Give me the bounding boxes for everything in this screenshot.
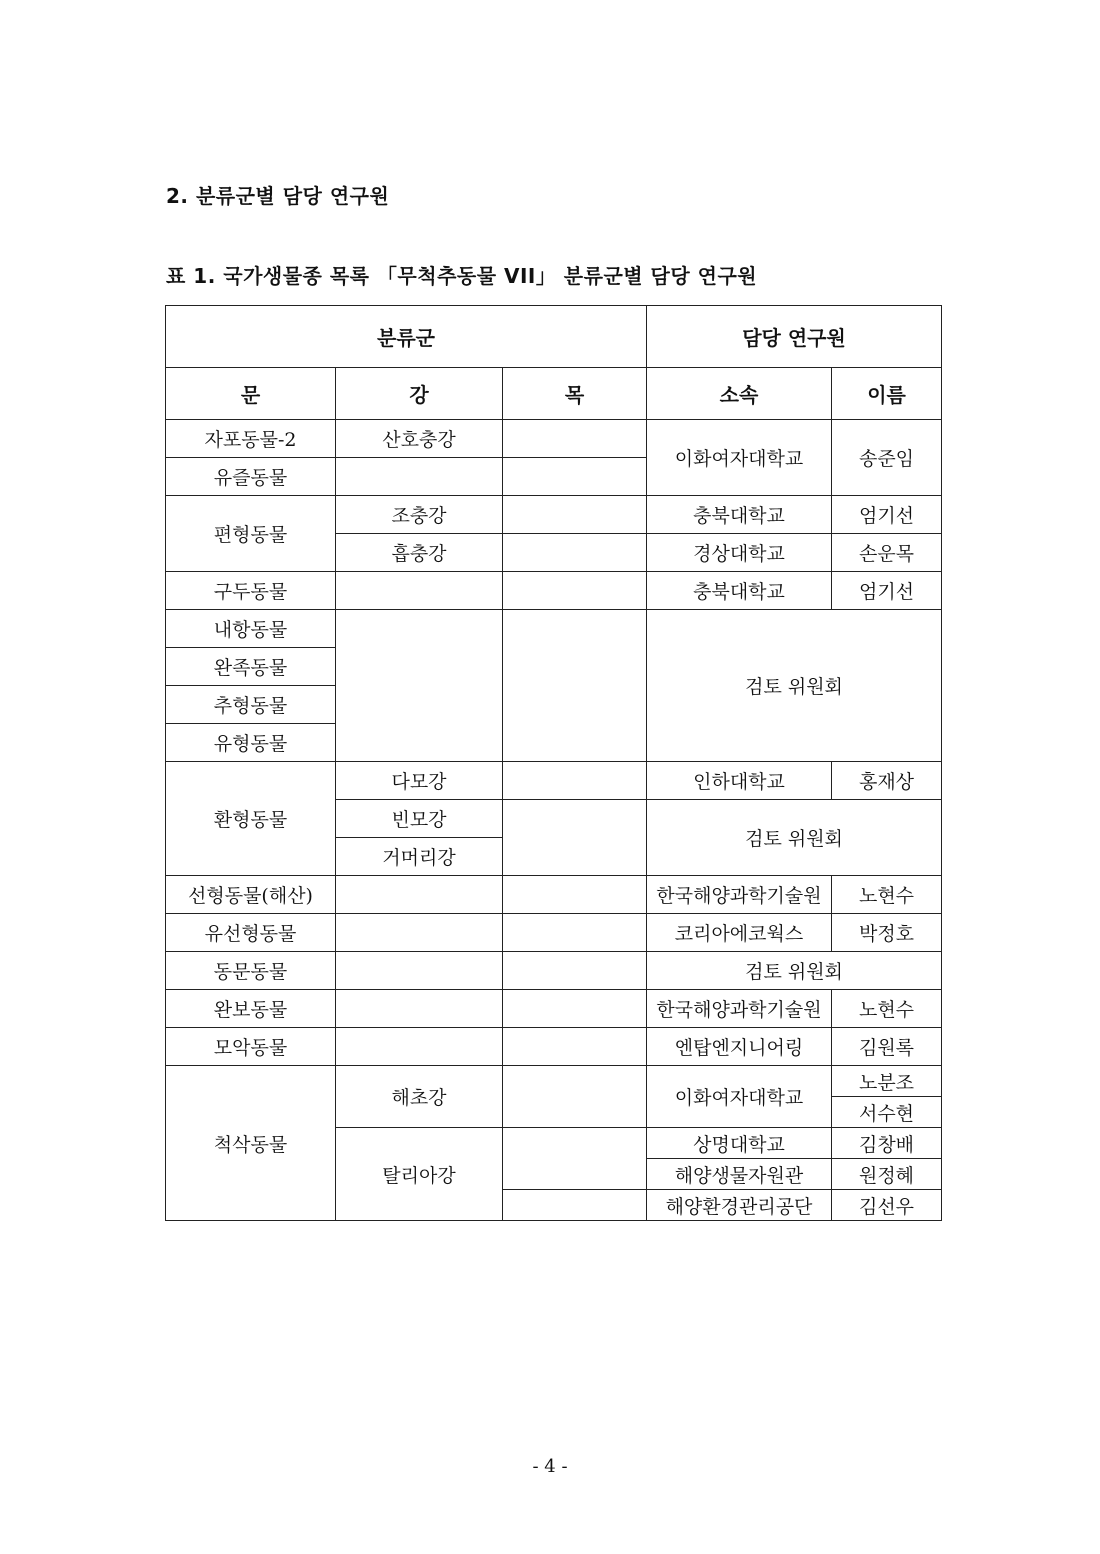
- cell-review-committee: 검토 위원회: [647, 952, 942, 990]
- cell-name: 엄기선: [832, 496, 942, 534]
- table-row: [166, 990, 942, 1028]
- cell-phylum: 추형동물: [166, 686, 336, 724]
- cell-affiliation: 충북대학교: [647, 572, 832, 610]
- header-class: 강: [336, 368, 503, 420]
- header-phylum: 문: [166, 368, 336, 420]
- cell-order: [503, 458, 647, 496]
- cell-phylum: 완보동물: [166, 990, 336, 1028]
- cell-affiliation: 이화여자대학교: [647, 1066, 832, 1128]
- table-column-header-row: [166, 368, 942, 420]
- table-row: [166, 420, 942, 458]
- cell-name: 홍재상: [832, 762, 942, 800]
- cell-order: [503, 420, 647, 458]
- page-number: - 4 -: [532, 1456, 568, 1477]
- cell-affiliation: 상명대학교: [647, 1128, 832, 1159]
- cell-affiliation: 경상대학교: [647, 534, 832, 572]
- cell-class: 거머리강: [336, 838, 503, 876]
- cell-affiliation: 해양환경관리공단: [647, 1190, 832, 1221]
- cell-phylum: 내항동물: [166, 610, 336, 648]
- cell-class: 빈모강: [336, 800, 503, 838]
- cell-class: [336, 572, 503, 610]
- cell-name: 노현수: [832, 876, 942, 914]
- cell-name: 김원록: [832, 1028, 942, 1066]
- cell-order: [503, 496, 647, 534]
- cell-class: [336, 610, 503, 762]
- cell-phylum: 환형동물: [166, 762, 336, 876]
- cell-name: 김창배: [832, 1128, 942, 1159]
- table-row: [166, 496, 942, 534]
- cell-order: [503, 1190, 647, 1221]
- table-row: [166, 914, 942, 952]
- header-name: 이름: [832, 368, 942, 420]
- cell-phylum: 유형동물: [166, 724, 336, 762]
- cell-class: 탈리아강: [336, 1128, 503, 1221]
- cell-class: [336, 458, 503, 496]
- cell-order: [503, 800, 647, 876]
- cell-phylum: 척삭동물: [166, 1066, 336, 1221]
- cell-class: [336, 990, 503, 1028]
- cell-name: 손운목: [832, 534, 942, 572]
- cell-class: 해초강: [336, 1066, 503, 1128]
- cell-affiliation: 엔탑엔지니어링: [647, 1028, 832, 1066]
- cell-phylum: 유선형동물: [166, 914, 336, 952]
- cell-order: [503, 534, 647, 572]
- cell-phylum: 완족동물: [166, 648, 336, 686]
- cell-affiliation: 한국해양과학기술원: [647, 876, 832, 914]
- cell-phylum: 자포동물-2: [166, 420, 336, 458]
- cell-name: 송준임: [832, 420, 942, 496]
- cell-order: [503, 914, 647, 952]
- cell-order: [503, 610, 647, 762]
- table-group-header-row: [166, 306, 942, 368]
- cell-class: [336, 952, 503, 990]
- cell-class: 흡충강: [336, 534, 503, 572]
- cell-class: [336, 876, 503, 914]
- cell-name: 박정호: [832, 914, 942, 952]
- cell-affiliation: 충북대학교: [647, 496, 832, 534]
- cell-order: [503, 762, 647, 800]
- cell-review-committee: 검토 위원회: [647, 800, 942, 876]
- header-taxon: 분류군: [166, 306, 647, 368]
- header-researcher: 담당 연구원: [647, 306, 942, 368]
- table-row: [166, 876, 942, 914]
- cell-phylum: 모악동물: [166, 1028, 336, 1066]
- cell-order: [503, 1128, 647, 1190]
- cell-class: 다모강: [336, 762, 503, 800]
- cell-phylum: 편형동물: [166, 496, 336, 572]
- table-row: [166, 610, 942, 648]
- cell-affiliation: 코리아에코웍스: [647, 914, 832, 952]
- cell-affiliation: 한국해양과학기술원: [647, 990, 832, 1028]
- cell-affiliation: 이화여자대학교: [647, 420, 832, 496]
- cell-affiliation: 인하대학교: [647, 762, 832, 800]
- cell-name: 엄기선: [832, 572, 942, 610]
- header-affiliation: 소속: [647, 368, 832, 420]
- cell-name: 김선우: [832, 1190, 942, 1221]
- cell-class: [336, 914, 503, 952]
- header-order: 목: [503, 368, 647, 420]
- cell-class: 조충강: [336, 496, 503, 534]
- cell-phylum: 동문동물: [166, 952, 336, 990]
- table-row: [166, 952, 942, 990]
- cell-order: [503, 990, 647, 1028]
- cell-order: [503, 1028, 647, 1066]
- cell-phylum: 구두동물: [166, 572, 336, 610]
- cell-class: 산호충강: [336, 420, 503, 458]
- cell-class: [336, 1028, 503, 1066]
- table-row: [166, 762, 942, 800]
- table-row: [166, 572, 942, 610]
- cell-affiliation: 해양생물자원관: [647, 1159, 832, 1190]
- cell-order: [503, 1066, 647, 1128]
- cell-name: 서수현: [832, 1097, 942, 1128]
- section-heading: 2. 분류군별 담당 연구원: [166, 184, 390, 208]
- cell-order: [503, 572, 647, 610]
- table-row: [166, 1028, 942, 1066]
- cell-phylum: 선형동물(해산): [166, 876, 336, 914]
- cell-order: [503, 876, 647, 914]
- cell-order: [503, 952, 647, 990]
- cell-name: 노현수: [832, 990, 942, 1028]
- table-caption: 표 1. 국가생물종 목록 「무척추동물 VII」 분류군별 담당 연구원: [166, 264, 758, 288]
- cell-review-committee: 검토 위원회: [647, 610, 942, 762]
- researcher-table: [165, 305, 942, 1221]
- cell-name: 노분조: [832, 1066, 942, 1097]
- cell-phylum: 유즐동물: [166, 458, 336, 496]
- table-row: [166, 1066, 942, 1097]
- cell-name: 원정혜: [832, 1159, 942, 1190]
